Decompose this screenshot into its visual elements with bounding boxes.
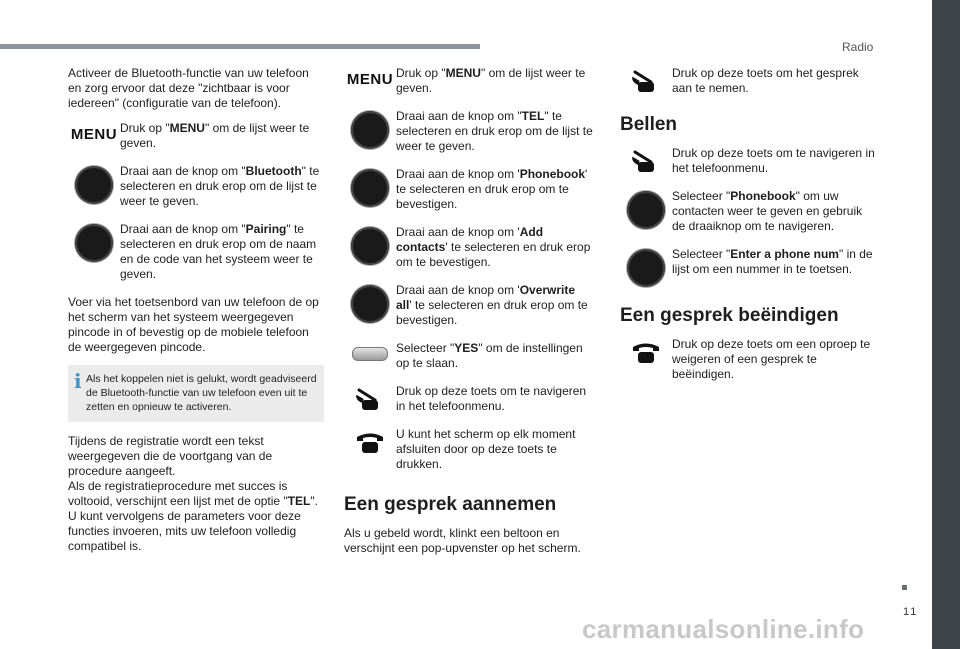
answer-call-paragraph: Als u gebeld wordt, klinkt een beltoon en verschijnt een pop-upvenster op het scherm. bbox=[344, 526, 581, 555]
step-text: Druk op deze toets om te navigeren in het telefoonmenu. bbox=[672, 146, 875, 175]
phone-pickup-icon-wrap bbox=[620, 66, 672, 94]
watermark: carmanualsonline.info bbox=[582, 614, 865, 644]
instruction-step bbox=[620, 337, 875, 382]
knob-icon bbox=[627, 249, 665, 287]
step-text: Druk op deze toets om een oproep te weigeren of een gesprek te beëindigen. bbox=[672, 337, 871, 381]
knob-icon bbox=[75, 224, 113, 262]
knob-icon-wrap bbox=[68, 222, 120, 262]
knob-icon-wrap bbox=[620, 189, 672, 229]
section-label: Radio bbox=[842, 40, 874, 54]
top-rule bbox=[0, 44, 480, 49]
step-text: Druk op "MENU" om de lijst weer te geven. bbox=[120, 121, 310, 150]
knob-icon-wrap bbox=[344, 283, 396, 323]
knob-icon bbox=[351, 111, 389, 149]
step-text: Druk op deze toets om het gesprek aan te nemen. bbox=[672, 66, 859, 95]
knob-icon-wrap bbox=[344, 225, 396, 265]
step-text: Druk op deze toets om te navigeren in het telefoonmenu. bbox=[396, 384, 587, 413]
instruction-step bbox=[344, 341, 594, 371]
knob-icon bbox=[351, 227, 389, 265]
knob-icon bbox=[627, 191, 665, 229]
step-text: Draai aan de knop om "Pairing" te selecteren en druk erop om de naam en de code van het systeem weer te geven. bbox=[120, 222, 317, 281]
phone-pickup-icon bbox=[631, 148, 661, 174]
registration-text-a: Tijdens de registratie wordt een tekst weergegeven die de voortgang van de procedure aangeeft. Als de registratieprocedure met succes is voltooid, verschijnt een lijst met de optie " bbox=[68, 434, 288, 508]
step-text: Draai aan de knop om "TEL" te selecteren en druk erop om de lijst te weer te geven. bbox=[396, 109, 593, 153]
instruction-step bbox=[344, 225, 594, 270]
knob-icon-wrap bbox=[620, 247, 672, 287]
instruction-step bbox=[344, 167, 594, 212]
instruction-step bbox=[68, 121, 324, 151]
instruction-step bbox=[344, 384, 594, 414]
instruction-step bbox=[620, 66, 875, 96]
phone-hangup-icon bbox=[355, 429, 385, 455]
knob-icon-wrap bbox=[344, 109, 396, 149]
col2-steps bbox=[344, 66, 594, 472]
phone-pickup-icon-wrap bbox=[620, 146, 672, 174]
phone-hangup-icon bbox=[631, 339, 661, 365]
registration-text-bold: TEL bbox=[287, 494, 311, 508]
heading-end-call: Een gesprek beëindigen bbox=[620, 305, 839, 326]
instruction-step bbox=[620, 146, 875, 176]
step-text: Draai aan de knop om 'Add contacts' te selecteren en druk erop om te bevestigen. bbox=[396, 225, 591, 269]
registration-paragraph bbox=[68, 434, 324, 554]
step-text: Selecteer "Phonebook" om uw contacten weer te geven en gebruik de draaiknop om te navigeren. bbox=[672, 189, 863, 233]
col3-end-step bbox=[620, 337, 875, 382]
phone-pickup-icon bbox=[631, 68, 661, 94]
page-number: 11 bbox=[903, 606, 919, 618]
intro-paragraph: Activeer de Bluetooth-functie van uw telefoon en zorg ervoor dat deze "zichtbaar is voor iedereen" (configuratie van de telefoon). bbox=[68, 66, 309, 110]
column-3 bbox=[620, 66, 875, 395]
menu-icon-wrap bbox=[344, 66, 396, 87]
pincode-paragraph: Voer via het toetsenbord van uw telefoon de op het scherm van het systeem weergegeven pincode in of bevestig op de mobiele telefoon de weergegeven pincode. bbox=[68, 295, 319, 354]
instruction-step bbox=[68, 222, 324, 282]
knob-icon-wrap bbox=[344, 167, 396, 207]
column-2 bbox=[344, 66, 594, 566]
menu-icon: MENU bbox=[346, 71, 394, 88]
knob-icon-wrap bbox=[68, 164, 120, 204]
instruction-step bbox=[344, 283, 594, 328]
knob-icon bbox=[351, 285, 389, 323]
step-text: U kunt het scherm op elk moment afsluiten door op deze toets te drukken. bbox=[396, 427, 576, 471]
side-bar bbox=[932, 0, 960, 649]
step-text: Draai aan de knop om "Bluetooth" te selecteren en druk erop om de lijst te weer te geven. bbox=[120, 164, 320, 208]
knob-icon bbox=[351, 169, 389, 207]
heading-answer-call: Een gesprek aannemen bbox=[344, 494, 557, 515]
instruction-step bbox=[620, 189, 875, 234]
step-text: Druk op "MENU" om de lijst weer te geven. bbox=[396, 66, 586, 95]
column-1 bbox=[68, 66, 324, 564]
col3-answer-step bbox=[620, 66, 875, 96]
phone-hangup-icon-wrap bbox=[620, 337, 672, 365]
yes-button-icon bbox=[352, 347, 388, 361]
col1-steps bbox=[68, 121, 324, 282]
instruction-step bbox=[68, 164, 324, 209]
instruction-step bbox=[344, 109, 594, 154]
step-text: Draai aan de knop om 'Phonebook' te selecteren en druk erop om te bevestigen. bbox=[396, 167, 588, 211]
phone-hangup-icon-wrap bbox=[344, 427, 396, 455]
step-text: Draai aan de knop om 'Overwrite all' te selecteren en druk erop om te bevestigen. bbox=[396, 283, 588, 327]
knob-icon bbox=[75, 166, 113, 204]
yes-button-icon-wrap bbox=[344, 341, 396, 361]
phone-pickup-icon-wrap bbox=[344, 384, 396, 412]
info-box bbox=[68, 365, 324, 422]
phone-pickup-icon bbox=[355, 386, 385, 412]
col3-steps bbox=[620, 146, 875, 287]
menu-icon-wrap bbox=[68, 121, 120, 142]
instruction-step bbox=[620, 247, 875, 287]
step-text: Selecteer "Enter a phone num" in de lijst om een nummer in te toetsen. bbox=[672, 247, 873, 276]
info-text: Als het koppelen niet is gelukt, wordt geadviseerd de Bluetooth-functie van uw telefoon even uit te zetten en opnieuw te activeren. bbox=[86, 373, 317, 413]
menu-icon: MENU bbox=[70, 126, 118, 143]
instruction-step bbox=[344, 66, 594, 96]
page-marker bbox=[902, 585, 907, 590]
step-text: Selecteer "YES" om de instellingen op te slaan. bbox=[396, 341, 583, 370]
info-icon: i bbox=[74, 369, 82, 393]
instruction-step bbox=[344, 427, 594, 472]
registration-text-b: ". U kunt vervolgens de parameters voor deze functies invoeren, mits uw telefoon volledig compatibel is. bbox=[68, 494, 318, 553]
heading-call: Bellen bbox=[620, 114, 678, 135]
